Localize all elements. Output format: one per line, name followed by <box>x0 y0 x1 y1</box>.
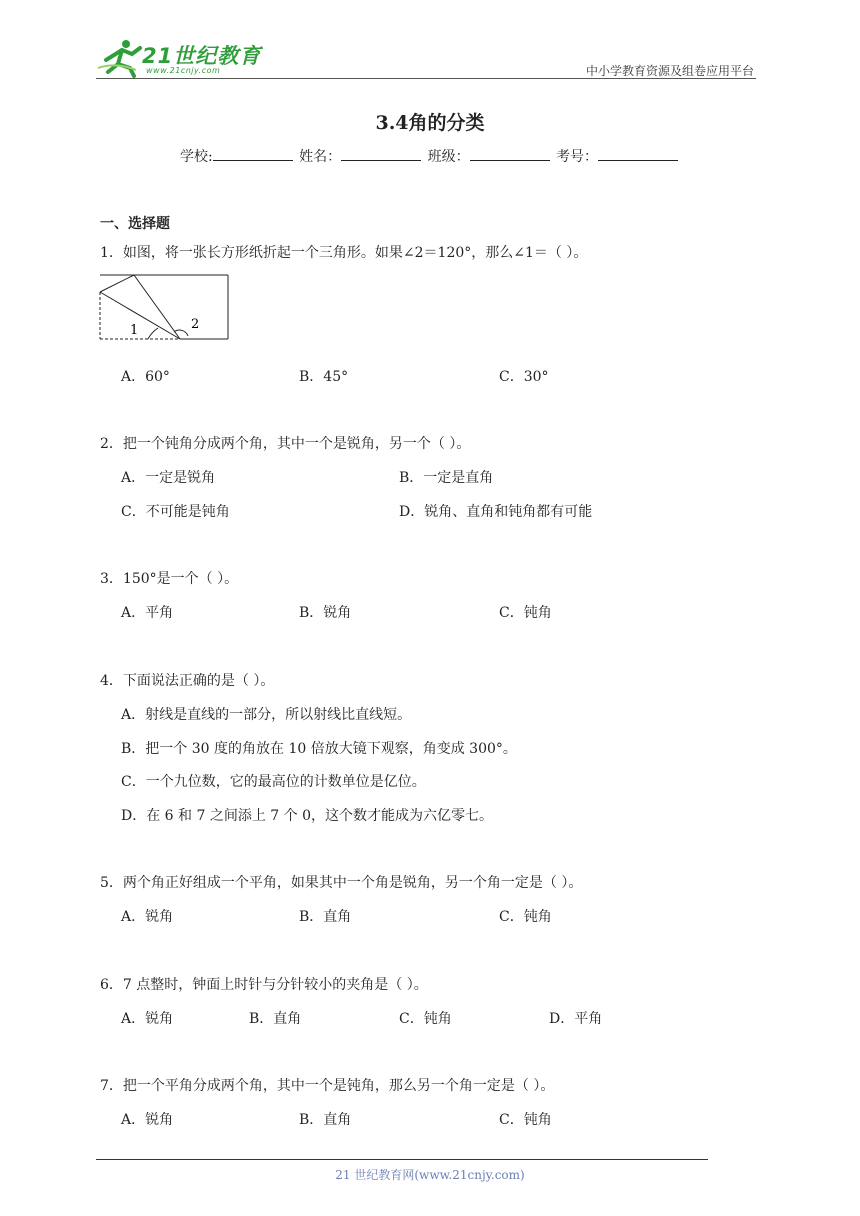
school-blank[interactable] <box>213 146 293 161</box>
logo-text: 21世纪教育 <box>142 44 262 68</box>
question-3-stem: 3．150°是一个（ ）。 <box>100 571 239 587</box>
question-2-option-c[interactable]: C．不可能是钝角 <box>121 504 230 520</box>
exam-number-blank[interactable] <box>598 146 678 161</box>
school-label: 学校: <box>179 149 213 165</box>
question-3-option-a[interactable]: A．平角 <box>121 605 174 621</box>
logo-url: www.21cnjy.com <box>146 66 221 75</box>
question-7-stem: 7．把一个平角分成两个角，其中一个是钝角，那么另一个角一定是（ ）。 <box>100 1078 555 1094</box>
question-7-option-b[interactable]: B．直角 <box>299 1112 352 1128</box>
angle-2-label: 2 <box>191 317 200 332</box>
question-3-option-b[interactable]: B．锐角 <box>299 605 352 621</box>
question-1-stem: 1．如图，将一张长方形纸折起一个三角形。如果∠2＝120°，那么∠1＝（ ）。 <box>100 245 588 261</box>
question-2-option-a[interactable]: A．一定是锐角 <box>121 470 216 486</box>
class-label: 班级： <box>427 149 470 165</box>
question-5-option-a[interactable]: A．锐角 <box>121 909 174 925</box>
platform-name: 中小学教育资源及组卷应用平台 <box>585 64 754 78</box>
section-heading: 一、选择题 <box>100 216 170 232</box>
question-5-stem: 5．两个角正好组成一个平角，如果其中一个角是锐角，另一个角一定是（ ）。 <box>100 875 583 891</box>
question-6-stem: 6．7 点整时，钟面上时针与分针较小的夹角是（ ）。 <box>100 977 428 993</box>
question-4-option-d[interactable]: D．在 6 和 7 之间添上 7 个 0，这个数才能成为六亿零七。 <box>121 808 494 824</box>
question-3-option-c[interactable]: C．钝角 <box>499 605 552 621</box>
page-title: 3.4角的分类 <box>375 112 485 134</box>
name-blank[interactable] <box>341 146 421 161</box>
exam-number-label: 考号： <box>556 149 599 165</box>
footer-divider <box>96 1159 708 1160</box>
question-5-option-b[interactable]: B．直角 <box>299 909 352 925</box>
name-label: 姓名： <box>299 149 342 165</box>
question-4-stem: 4．下面说法正确的是（ ）。 <box>100 673 275 689</box>
footer-site-link[interactable]: 21 世纪教育网(www.21cnjy.com) <box>335 1168 525 1182</box>
question-7-option-c[interactable]: C．钝角 <box>499 1112 552 1128</box>
question-1-folded-paper-figure <box>98 272 230 342</box>
question-2-stem: 2．把一个钝角分成两个角，其中一个是锐角，另一个（ ）。 <box>100 436 471 452</box>
question-6-option-c[interactable]: C．钝角 <box>399 1011 452 1027</box>
question-5-option-c[interactable]: C．钝角 <box>499 909 552 925</box>
question-6-option-d[interactable]: D．平角 <box>549 1011 603 1027</box>
question-6-option-b[interactable]: B．直角 <box>249 1011 302 1027</box>
question-2-option-d[interactable]: D．锐角、直角和钝角都有可能 <box>399 504 593 520</box>
question-4-option-b[interactable]: B．把一个 30 度的角放在 10 倍放大镜下观察，角变成 300°。 <box>121 741 517 757</box>
question-4-option-c[interactable]: C．一个九位数，它的最高位的计数单位是亿位。 <box>121 774 426 790</box>
question-1-option-c[interactable]: C．30° <box>499 369 549 385</box>
question-1-option-a[interactable]: A．60° <box>121 369 170 385</box>
question-7-option-a[interactable]: A．锐角 <box>121 1112 174 1128</box>
question-4-option-a[interactable]: A．射线是直线的一部分，所以射线比直线短。 <box>121 707 412 723</box>
question-1-option-b[interactable]: B．45° <box>299 369 349 385</box>
student-info-line <box>0 146 860 166</box>
question-2-option-b[interactable]: B．一定是直角 <box>399 470 494 486</box>
question-6-option-a[interactable]: A．锐角 <box>121 1011 174 1027</box>
class-blank[interactable] <box>470 146 550 161</box>
header-divider <box>96 78 756 79</box>
angle-1-label: 1 <box>130 323 139 338</box>
